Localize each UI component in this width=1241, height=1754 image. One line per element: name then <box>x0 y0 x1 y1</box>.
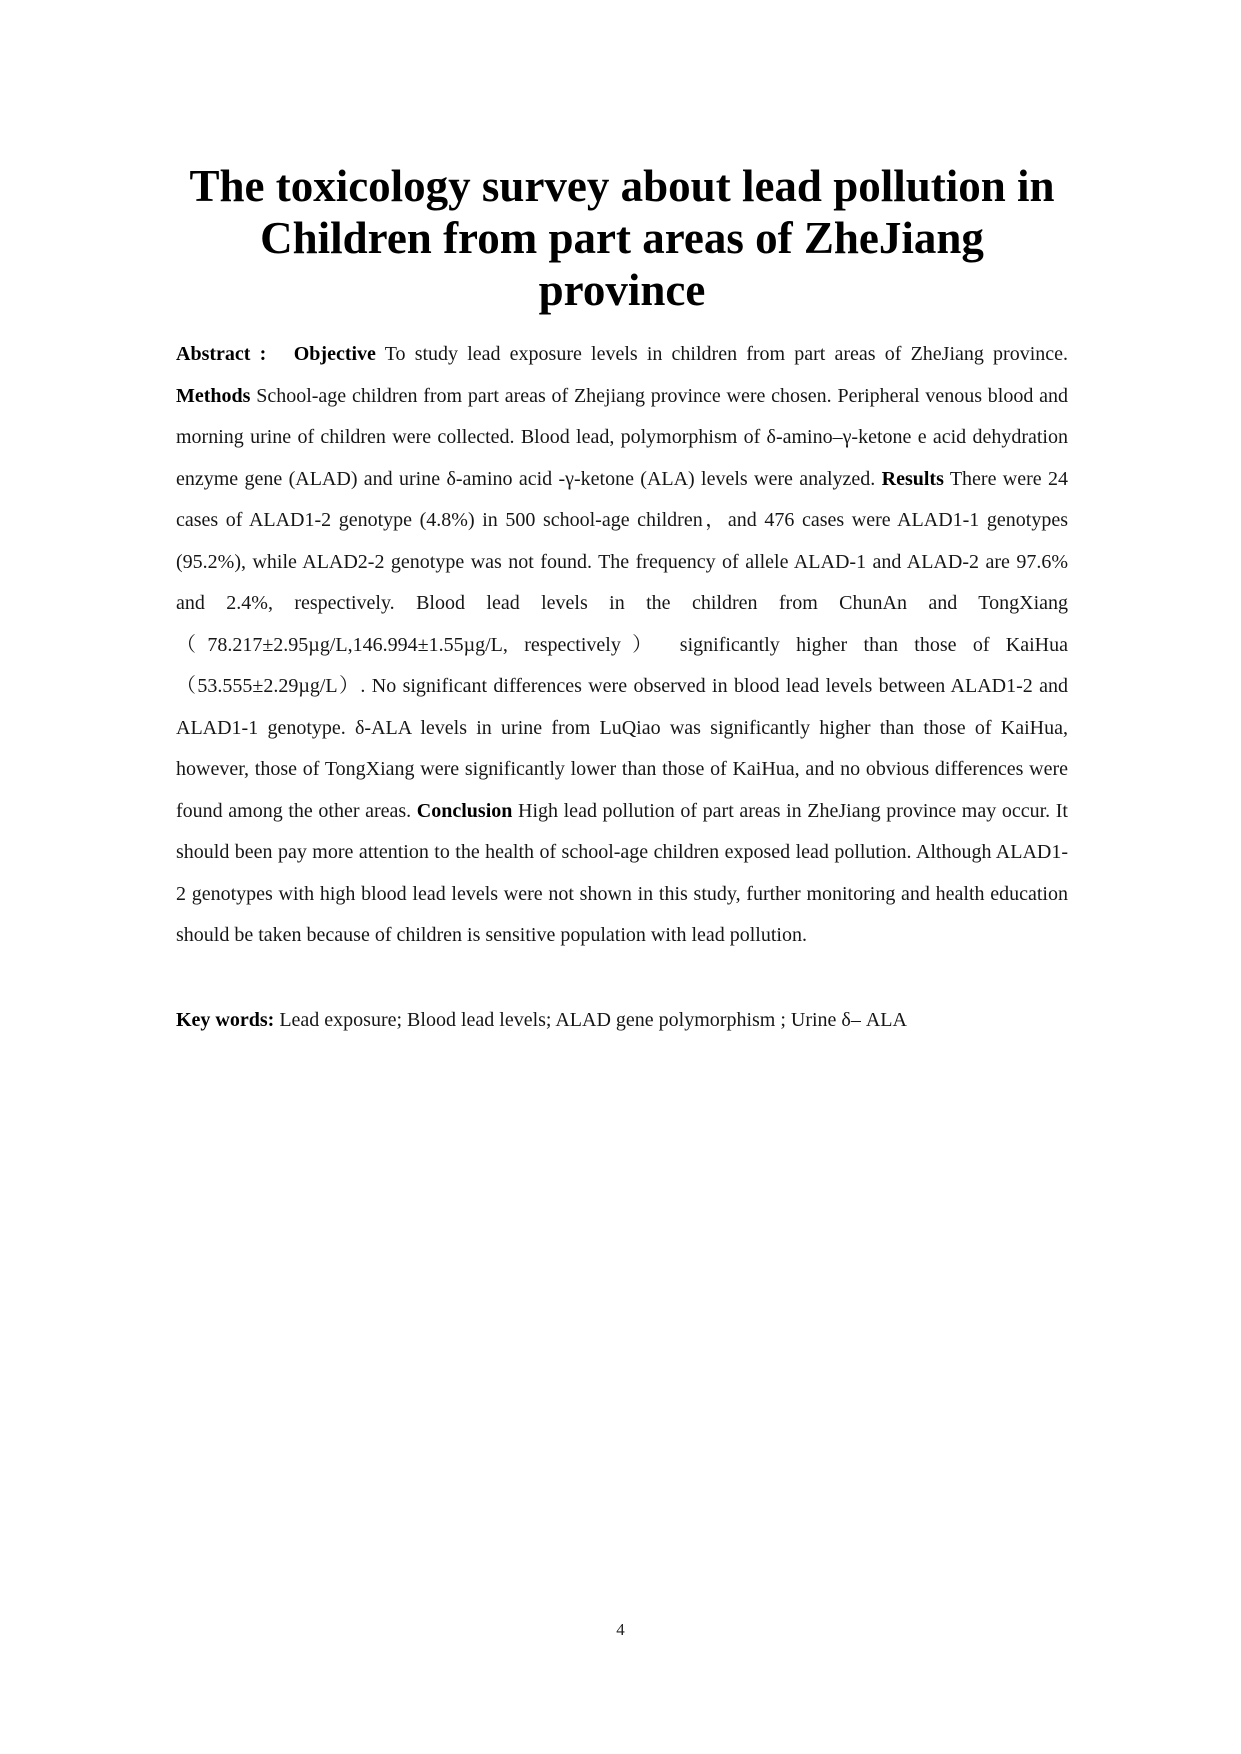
objective-text: To study lead exposure levels in children from part areas of ZheJiang province. <box>375 343 1069 365</box>
objective-label: Objective <box>293 343 376 365</box>
keywords-paragraph <box>176 1000 1068 1042</box>
keywords-label: Key words: <box>176 1008 275 1031</box>
conclusion-label: Conclusion <box>416 799 513 822</box>
methods-label: Methods <box>176 384 251 407</box>
abstract-separator <box>266 343 293 365</box>
abstract-paragraph <box>176 334 1068 957</box>
methods-text: School-age children from part areas of Zhejiang province were chosen. Peripheral venous blood and morning urine of children were collected. Blood lead, polymorphism of δ-amino–γ-ketone e acid dehydration enzyme gene (ALAD) and urine δ-amino acid -γ-ketone (ALA) levels were analyzed. <box>176 384 1068 490</box>
results-label: Results <box>881 467 944 490</box>
conclusion-text: High lead pollution of part areas in ZheJiang province may occur. It should been pay more attention to the health of school-age children exposed lead pollution. Although ALAD1-2 genotypes with high blood lead levels were not shown in this study, further monitoring and health education should be taken because of children is sensitive population with lead pollution. <box>176 799 1068 946</box>
abstract-label: Abstract : <box>176 343 267 365</box>
title-line-1: The toxicology survey about lead pollution in <box>189 161 1055 211</box>
paper-title <box>176 160 1068 316</box>
title-line-2: Children from part areas of ZheJiang <box>260 213 984 263</box>
keywords-text: Lead exposure; Blood lead levels; ALAD gene polymorphism ; Urine δ– ALA <box>274 1008 907 1031</box>
title-line-3: province <box>538 265 706 315</box>
paper-page <box>176 160 1068 1041</box>
page-number: 4 <box>616 1620 625 1639</box>
results-text: There were 24 cases of ALAD1-2 genotype (4.8%) in 500 school-age children，and 476 cases were ALAD1-1 genotypes (95.2%), while ALAD2-2 genotype was not found. The frequency of allele ALAD-1 and ALAD-2 are 97.6% and 2.4%, respectively. Blood lead levels in the children from ChunAn and TongXiang （78.217±2.95µg/L,146.994±1.55µg/L, respectively） significantly higher than those of KaiHua （53.555±2.29µg/L）. No significant differences were observed in blood lead levels between ALAD1-2 and ALAD1-1 genotype. δ-ALA levels in urine from LuQiao was significantly higher than those of KaiHua, however, those of TongXiang were significantly lower than those of KaiHua, and no obvious differences were found among the other areas. <box>176 467 1068 822</box>
